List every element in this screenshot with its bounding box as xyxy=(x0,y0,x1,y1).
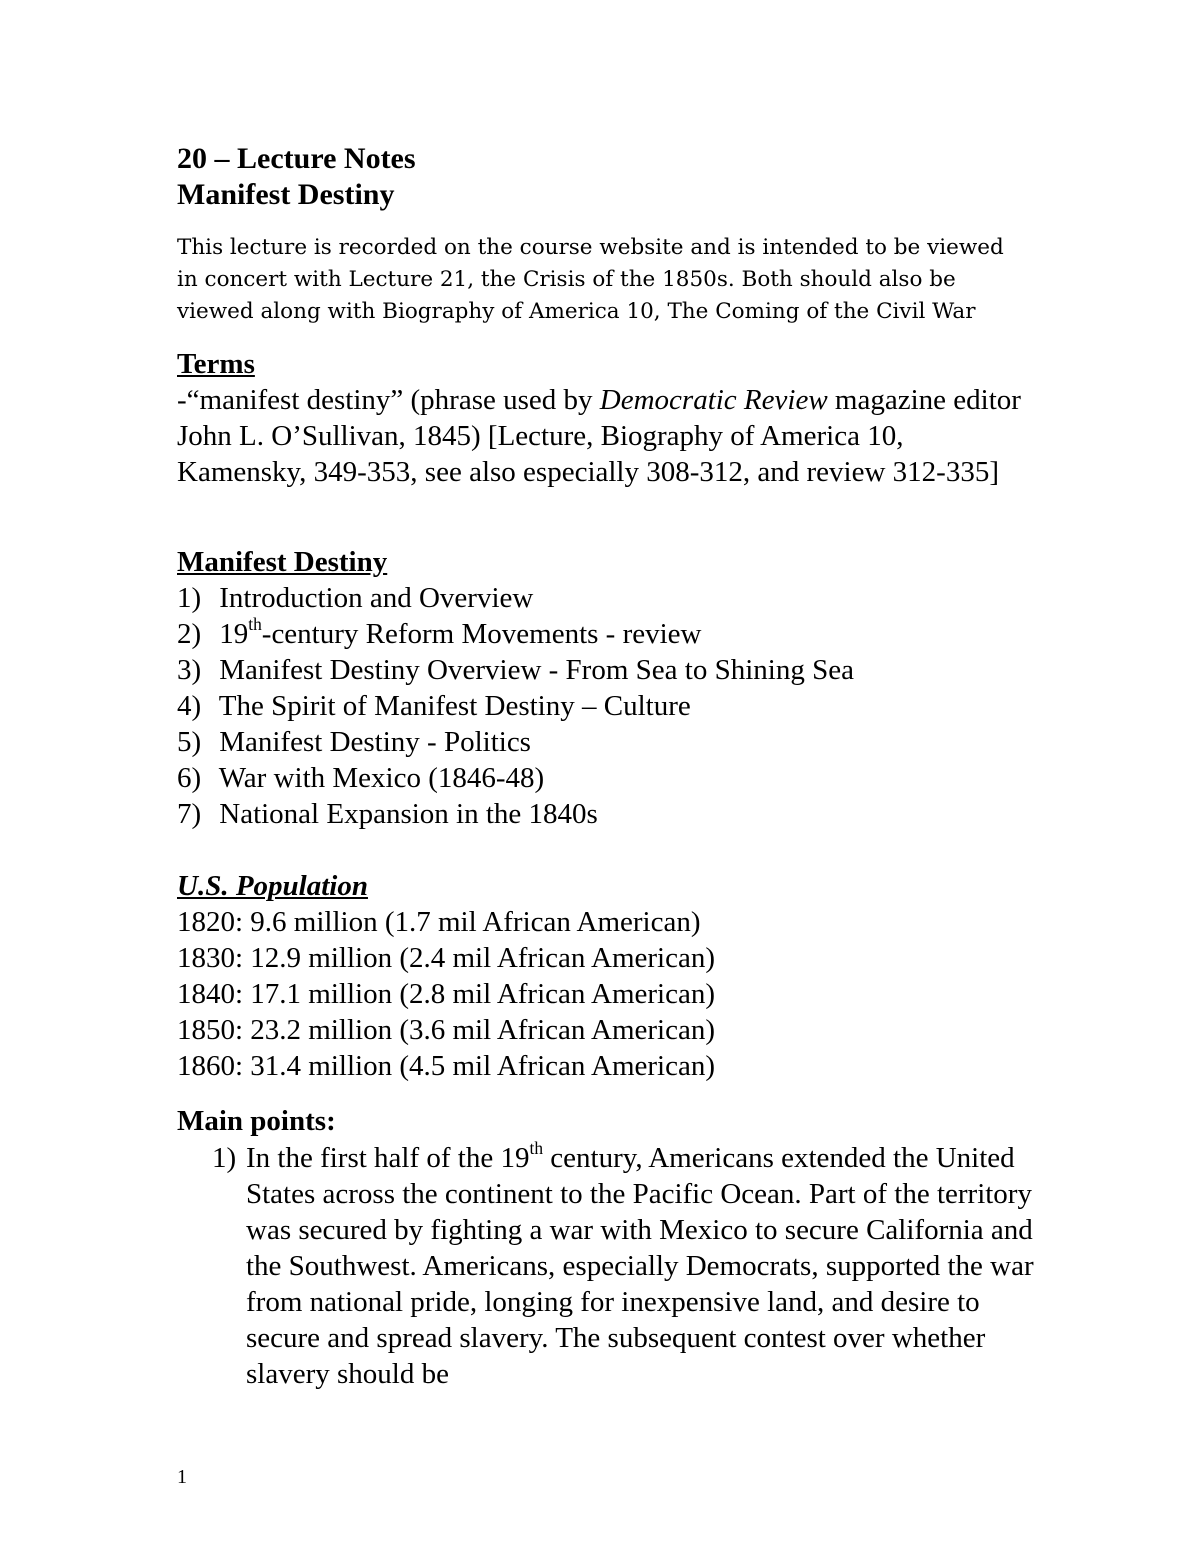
list-item xyxy=(177,613,1037,652)
population-row: 1820: 9.6 million (1.7 mil African American) xyxy=(177,906,701,938)
list-item-number: 4) xyxy=(177,690,202,722)
main-points-section xyxy=(177,1102,1037,1392)
list-item-number: 6) xyxy=(177,762,202,794)
terms-entry-text-a: -“manifest destiny” (phrase used by xyxy=(177,384,600,416)
list-item xyxy=(177,796,1037,832)
terms-entry xyxy=(177,382,1037,490)
list-item-text-cont: -century Reform Movements - review xyxy=(261,618,702,650)
list-item-number: 5) xyxy=(177,726,202,758)
terms-heading: Terms xyxy=(177,348,255,380)
list-item xyxy=(177,760,1037,796)
terms-entry-italic: Democratic Review xyxy=(599,384,828,416)
page-number: 1 xyxy=(177,1466,187,1488)
terms-entry-text-b: magazine editor John L. O’Sullivan, 1845) [Lecture, Biography of America 10, Kamensky, 349-353, see also especially 308-312, and review 312-335] xyxy=(177,384,1021,488)
list-item-text: Manifest Destiny Overview - From Sea to Shining Sea xyxy=(219,654,854,686)
list-item-text: Introduction and Overview xyxy=(219,582,534,614)
list-item-number: 3) xyxy=(177,654,202,686)
list-item-text: 19 xyxy=(219,618,249,650)
lecture-topic-title: Manifest Destiny xyxy=(177,178,395,211)
main-point-item xyxy=(177,1137,1037,1392)
list-item-text: War with Mexico (1846-48) xyxy=(218,762,545,794)
population-row: 1860: 31.4 million (4.5 mil African American) xyxy=(177,1050,716,1082)
manifest-destiny-heading: Manifest Destiny xyxy=(177,546,388,578)
list-item xyxy=(177,580,1037,616)
list-item-text: The Spirit of Manifest Destiny – Culture xyxy=(218,690,691,722)
superscript: th xyxy=(248,613,262,634)
outline-list xyxy=(177,580,1037,832)
list-item-number: 7) xyxy=(177,798,202,830)
population-row: 1840: 17.1 million (2.8 mil African American) xyxy=(177,978,716,1010)
list-item-number: 2) xyxy=(177,618,202,650)
list-item-text: Manifest Destiny - Politics xyxy=(219,726,531,758)
intro-paragraph: This lecture is recorded on the course website and is intended to be viewed in concert with Lecture 21, the Crisis of the 1850s. Both should also be viewed along with Biography of America 10, The Coming of the Civil War xyxy=(177,235,1004,324)
terms-section xyxy=(177,346,1037,490)
list-item-text: National Expansion in the 1840s xyxy=(219,798,598,830)
main-point-text: In the first half of the 19 xyxy=(246,1142,530,1174)
population-heading: U.S. Population xyxy=(177,870,368,902)
list-item-number: 1) xyxy=(177,582,202,614)
population-row: 1850: 23.2 million (3.6 mil African American) xyxy=(177,1014,716,1046)
list-item xyxy=(177,688,1037,724)
main-point-text-cont: century, Americans extended the United States across the continent to the Pacific Ocean. Part of the territory was secured by fighting a war with Mexico to secure California and the Southwest. Americans, especially Democrats, supported the war from national pride, longing for inexpensive land, and desire to secure and spread slavery. The subsequent contest over whether slavery should be xyxy=(246,1142,1034,1390)
document-title xyxy=(177,141,416,213)
superscript: th xyxy=(529,1137,544,1158)
population-section xyxy=(177,868,1037,1084)
population-row: 1830: 12.9 million (2.4 mil African American) xyxy=(177,942,716,974)
manifest-destiny-section xyxy=(177,544,1037,832)
main-points-heading: Main points: xyxy=(177,1105,336,1137)
list-item xyxy=(177,724,1037,760)
lecture-number-title: 20 – Lecture Notes xyxy=(177,142,416,175)
main-point-number: 1) xyxy=(212,1142,237,1174)
list-item xyxy=(177,652,1037,688)
